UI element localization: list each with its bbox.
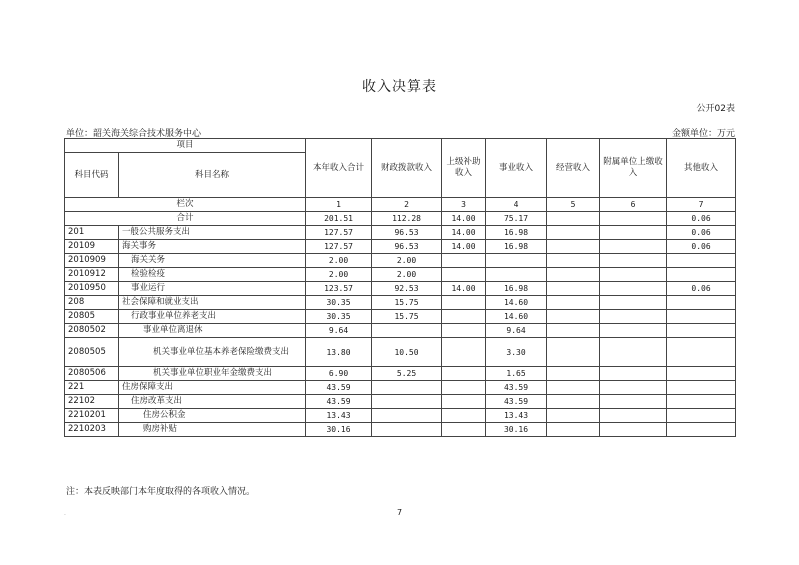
value-cell [547,395,600,409]
subject-name-cell: 海关关务 [119,254,306,268]
value-cell [600,423,667,437]
value-cell: 30.35 [306,296,372,310]
table-row [65,268,736,282]
value-cell: 2.00 [372,268,442,282]
value-cell: 15.75 [372,310,442,324]
subject-name-cell: 事业单位离退休 [119,324,306,338]
value-cell [442,324,486,338]
subject-code-cell: 2210203 [65,423,119,437]
value-cell [442,395,486,409]
value-cell: 14.60 [486,310,547,324]
value-cell [667,381,736,395]
subject-code-cell: 20109 [65,240,119,254]
value-cell [547,381,600,395]
subject-code-cell: 2080506 [65,367,119,381]
value-cell: 127.57 [306,226,372,240]
value-cell [442,254,486,268]
subject-name-cell: 检验检疫 [119,268,306,282]
column-index-cell: 6 [600,198,667,212]
total-cell: 0.06 [667,212,736,226]
value-cell [547,226,600,240]
subject-code-cell: 22102 [65,395,119,409]
value-cell [547,338,600,367]
value-cell [486,254,547,268]
value-cell: 3.30 [486,338,547,367]
value-cell [600,381,667,395]
subject-name-cell: 行政事业单位养老支出 [119,310,306,324]
value-cell [600,395,667,409]
value-cell [372,395,442,409]
value-cell [372,324,442,338]
value-cell: 2.00 [372,254,442,268]
value-cell [372,381,442,395]
value-cell [372,409,442,423]
column-index-cell: 3 [442,198,486,212]
header-project: 项目 [65,139,306,153]
value-cell: 0.06 [667,226,736,240]
total-row [65,212,736,226]
total-cell: 201.51 [306,212,372,226]
value-cell: 16.98 [486,240,547,254]
value-cell [442,409,486,423]
table-row [65,240,736,254]
header-total: 本年收入合计 [306,139,372,198]
column-index-cell: 4 [486,198,547,212]
value-cell: 30.16 [486,423,547,437]
header-superior: 上级补助收入 [442,139,486,198]
footnote: 注：本表反映部门本年度取得的各项收入情况。 [66,487,256,497]
value-cell [600,310,667,324]
table-row [65,381,736,395]
column-index-label: 栏次 [65,198,306,212]
subject-name-cell: 住房改革支出 [119,395,306,409]
subject-name-cell: 海关事务 [119,240,306,254]
table-row [65,226,736,240]
value-cell [486,268,547,282]
subject-name-cell: 一般公共服务支出 [119,226,306,240]
subject-name-cell: 住房保障支出 [119,381,306,395]
subject-code-cell: 20805 [65,310,119,324]
table-row [65,367,736,381]
value-cell [442,423,486,437]
column-index-cell: 7 [667,198,736,212]
value-cell [600,367,667,381]
value-cell: 13.43 [486,409,547,423]
total-cell: 75.17 [486,212,547,226]
value-cell: 30.35 [306,310,372,324]
value-cell [667,268,736,282]
value-cell: 10.50 [372,338,442,367]
value-cell [442,268,486,282]
subject-code-cell: 2210201 [65,409,119,423]
value-cell: 16.98 [486,282,547,296]
subject-name-cell: 机关事业单位基本养老保险缴费支出 [119,338,306,367]
value-cell [547,423,600,437]
value-cell [600,268,667,282]
value-cell: 43.59 [306,381,372,395]
value-cell: 14.00 [442,226,486,240]
value-cell [667,395,736,409]
subject-code-cell: 2010909 [65,254,119,268]
subject-code-cell: 2080502 [65,324,119,338]
unit-label: 单位：韶关海关综合技术服务中心 [66,129,202,139]
header-operation: 经营收入 [547,139,600,198]
value-cell [600,338,667,367]
value-cell: 123.57 [306,282,372,296]
value-cell [547,282,600,296]
page-title: 收入决算表 [362,79,437,95]
page-number: 7 [396,508,403,517]
subject-code-cell: 201 [65,226,119,240]
value-cell [442,381,486,395]
value-cell [442,338,486,367]
value-cell [547,268,600,282]
value-cell: 13.43 [306,409,372,423]
header-affiliated: 附属单位上缴收入 [600,139,667,198]
value-cell: 2.00 [306,254,372,268]
value-cell: 9.64 [486,324,547,338]
subject-name-cell: 购房补贴 [119,423,306,437]
subject-code-cell: 2010950 [65,282,119,296]
header-business: 事业收入 [486,139,547,198]
value-cell [547,409,600,423]
value-cell: 0.06 [667,282,736,296]
value-cell [600,409,667,423]
table-row [65,254,736,268]
value-cell [547,240,600,254]
value-cell [667,367,736,381]
value-cell: 13.80 [306,338,372,367]
value-cell [667,324,736,338]
value-cell: 1.65 [486,367,547,381]
header-other: 其他收入 [667,139,736,198]
column-index-cell: 2 [372,198,442,212]
value-cell: 9.64 [306,324,372,338]
value-cell: 15.75 [372,296,442,310]
value-cell [547,367,600,381]
value-cell [667,310,736,324]
value-cell [600,254,667,268]
value-cell: 96.53 [372,226,442,240]
value-cell: 30.16 [306,423,372,437]
value-cell: 6.90 [306,367,372,381]
value-cell: 5.25 [372,367,442,381]
value-cell [667,296,736,310]
value-cell [547,296,600,310]
subject-name-cell: 事业运行 [119,282,306,296]
table-row [65,409,736,423]
table-row [65,395,736,409]
subject-code-cell: 208 [65,296,119,310]
form-number: 公开02表 [696,104,735,114]
value-cell: 43.59 [486,395,547,409]
value-cell: 16.98 [486,226,547,240]
value-cell [600,226,667,240]
value-cell: 127.57 [306,240,372,254]
total-cell [600,212,667,226]
amount-unit-label: 金额单位：万元 [671,129,735,139]
value-cell [667,338,736,367]
subject-name-cell: 机关事业单位职业年金缴费支出 [119,367,306,381]
header-name: 科目名称 [119,153,306,198]
value-cell: 0.06 [667,240,736,254]
value-cell [442,296,486,310]
subject-code-cell: 2010912 [65,268,119,282]
table-row [65,324,736,338]
value-cell: 14.00 [442,240,486,254]
column-index-cell: 1 [306,198,372,212]
total-cell: 14.00 [442,212,486,226]
value-cell [600,240,667,254]
total-cell: 112.28 [372,212,442,226]
table-row [65,310,736,324]
table-row [65,338,736,367]
value-cell [667,254,736,268]
value-cell [442,367,486,381]
subject-code-cell: 221 [65,381,119,395]
value-cell [547,254,600,268]
column-index-row [65,198,736,212]
value-cell: 2.00 [306,268,372,282]
total-cell [547,212,600,226]
table-row [65,282,736,296]
header-code: 科目代码 [65,153,119,198]
column-index-cell: 5 [547,198,600,212]
value-cell [442,310,486,324]
value-cell [667,423,736,437]
subject-code-cell: 2080505 [65,338,119,367]
subject-name-cell: 社会保障和就业支出 [119,296,306,310]
value-cell [600,282,667,296]
income-table [64,138,736,437]
value-cell [600,324,667,338]
subject-name-cell: 住房公积金 [119,409,306,423]
value-cell: 43.59 [306,395,372,409]
header-row-1 [65,139,736,153]
value-cell: 96.53 [372,240,442,254]
value-cell: 92.53 [372,282,442,296]
value-cell [667,409,736,423]
value-cell [600,296,667,310]
value-cell [372,423,442,437]
value-cell [547,310,600,324]
table-row [65,423,736,437]
value-cell: 14.00 [442,282,486,296]
value-cell [547,324,600,338]
header-fiscal: 财政拨款收入 [372,139,442,198]
table-row [65,296,736,310]
page-mark: . [64,510,66,517]
total-label: 合计 [65,212,306,226]
value-cell: 43.59 [486,381,547,395]
value-cell: 14.60 [486,296,547,310]
